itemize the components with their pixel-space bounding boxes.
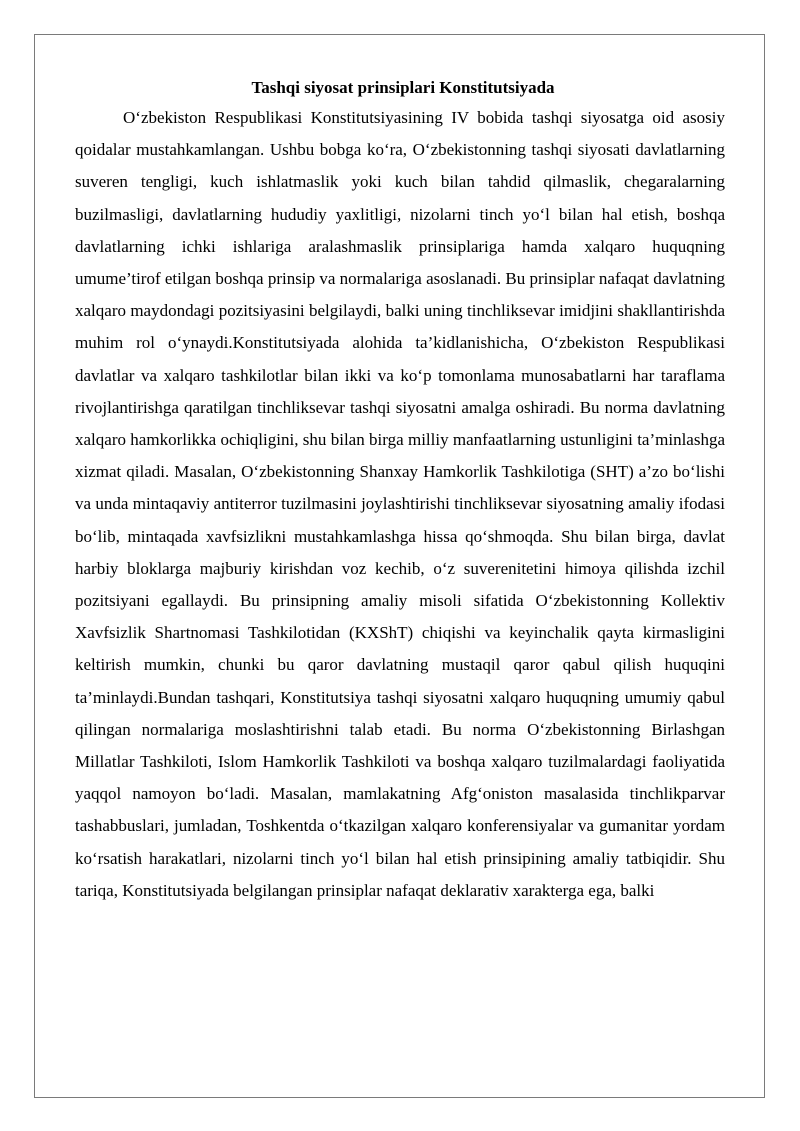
document-title: Tashqi siyosat prinsiplari Konstitutsiyada — [251, 78, 555, 97]
body-paragraph: O‘zbekiston Respublikasi Konstitutsiyasining IV bobida tashqi siyosatga oid asosiy qoidalar mustahkamlangan. Ushbu bobga ko‘ra, O‘zbekistonning tashqi siyosati davlatlarning suveren tengligi, kuch ishlatmaslik yoki kuch bilan tahdid qilmaslik, chegaralarning buzilmasligi, davlatlarning hududiy yaxlitligi, nizolarni tinch yo‘l bilan hal etish, boshqa davlatlarning ichki ishlariga aralashmaslik prinsiplariga hamda xalqaro huquqning umume’tirof etilgan boshqa prinsip va normalariga asoslanadi. Bu prinsiplar nafaqat davlatning xalqaro maydondagi pozitsiyasini belgilaydi, balki uning tinchliksevar imidjini shakllantirishda muhim rol o‘ynaydi.Konstitutsiyada alohida ta’kidlanishicha, O‘zbekiston Respublikasi davlatlar va xalqaro tashkilotlar bilan ikki va ko‘p tomonlama munosabatlarni har taraflama rivojlantirishga qaratilgan tinchliksevar tashqi siyosatni amalga oshiradi. Bu norma davlatning xalqaro hamkorlikka ochiqligini, shu bilan birga milliy manfaatlarning ustunligini ta’minlashga xizmat qiladi. Masalan, O‘zbekistonning Shanxay Hamkorlik Tashkilotiga (SHT) a’zo bo‘lishi va unda mintaqaviy antiterror tuzilmasini joylashtirishi tinchliksevar siyosatning amaliy ifodasi bo‘lib, mintaqada xavfsizlikni mustahkamlashga hissa qo‘shmoqda. Shu bilan birga, davlat harbiy bloklarga majburiy kirishdan voz kechib, o‘z suverenitetini himoya qilishda izchil pozitsiyani egallaydi. Bu prinsipning amaliy misoli sifatida O‘zbekistonning Kollektiv Xavfsizlik Shartnomasi Tashkilotidan (KXShT) chiqishi va keyinchalik qayta kirmasligini keltirish mumkin, chunki bu qaror davlatning mustaqil qaror qabul qilish huquqini ta’minlaydi.Bundan tashqari, Konstitutsiya tashqi siyosatni xalqaro huquqning umumiy qabul qilingan normalariga moslashtirishni talab etadi. Bu norma O‘zbekistonning Birlashgan Millatlar Tashkiloti, Islom Hamkorlik Tashkiloti va boshqa xalqaro tuzilmalardagi faoliyatida yaqqol namoyon bo‘ladi. Masalan, mamlakatning Afg‘oniston masalasida tinchlikparvar tashabbuslari, jumladan, Toshkentda o‘tkazilgan xalqaro konferensiyalar va gumanitar yordam ko‘rsatish harakatlari, nizolarni tinch yo‘l bilan hal etish prinsipining amaliy tatbiqidir. Shu tariqa, Konstitutsiyada belgilangan prinsiplar nafaqat deklarativ xarakterga ega, balki — [75, 108, 725, 900]
document-body — [75, 74, 725, 907]
